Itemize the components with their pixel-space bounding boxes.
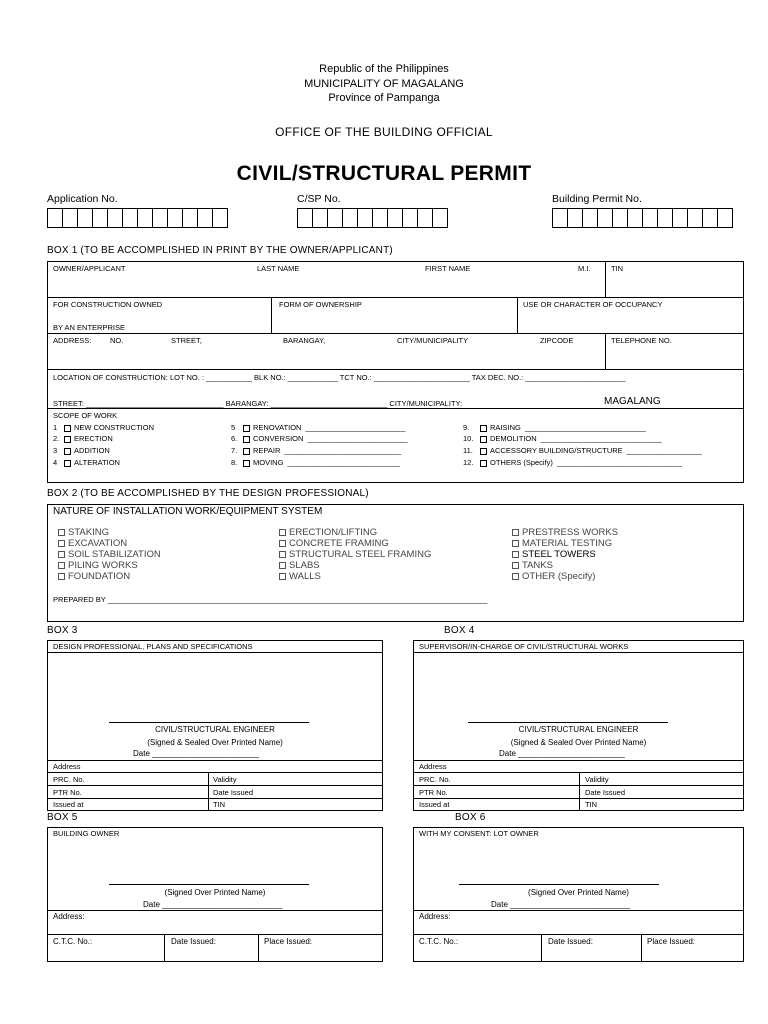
construction-owned-label: FOR CONSTRUCTION OWNED — [53, 300, 163, 309]
scope-label: RENOVATION — [253, 423, 302, 432]
scope-number: 8. — [231, 458, 238, 467]
installation-option[interactable] — [279, 560, 320, 571]
scope-number: 6. — [231, 434, 238, 443]
scope-number: 5 — [231, 423, 236, 432]
scope-label: RAISING — [490, 423, 521, 432]
installation-option-label: MATERIAL TESTING — [522, 538, 613, 549]
scope-number: 9. — [463, 423, 470, 432]
checkbox-icon[interactable] — [512, 529, 519, 536]
checkbox-icon[interactable] — [512, 573, 519, 580]
office-title: OFFICE OF THE BUILDING OFFICIAL — [275, 125, 493, 139]
scope-number: 10. — [463, 434, 474, 443]
form-ownership-label: FORM OF OWNERSHIP — [279, 300, 362, 309]
city-value: MAGALANG — [604, 396, 661, 407]
installation-option[interactable] — [58, 549, 161, 560]
box4-validity: Validity — [585, 775, 609, 784]
scope-fill-line: ________________________ — [307, 434, 408, 443]
checkbox-icon[interactable] — [279, 562, 286, 569]
checkbox-icon[interactable] — [64, 425, 71, 432]
box3-date-issued: Date Issued — [213, 788, 254, 797]
checkbox-icon[interactable] — [512, 540, 519, 547]
box4-tin: TIN — [585, 800, 598, 809]
checkbox-icon[interactable] — [58, 529, 65, 536]
last-name-label: LAST NAME — [257, 264, 300, 273]
scope-label: OTHERS (Specify) — [490, 458, 553, 467]
installation-option-label: SOIL STABILIZATION — [68, 549, 161, 560]
box3-header: DESIGN PROFESSIONAL, PLANS AND SPECIFICATIONS — [53, 642, 253, 651]
checkbox-icon[interactable] — [64, 448, 71, 455]
checkbox-icon[interactable] — [58, 551, 65, 558]
scope-item[interactable] — [64, 458, 124, 467]
installation-option[interactable] — [279, 571, 321, 582]
installation-option[interactable] — [58, 571, 130, 582]
scope-label: ALTERATION — [74, 458, 120, 467]
box5-place-issued: Place Issued: — [264, 937, 313, 946]
scope-title: SCOPE OF WORK — [53, 411, 118, 420]
scope-item[interactable] — [64, 446, 114, 455]
scope-label: ADDITION — [74, 446, 110, 455]
checkbox-icon[interactable] — [58, 540, 65, 547]
checkbox-icon[interactable] — [243, 436, 250, 443]
scope-fill-line: _____________________________ — [524, 423, 646, 432]
scope-label: ACCESSORY BUILDING/STRUCTURE — [490, 446, 623, 455]
box5-header: BUILDING OWNER — [53, 829, 120, 838]
scope-item[interactable] — [243, 434, 408, 443]
box5-address: Address: — [53, 912, 85, 921]
installation-option[interactable] — [58, 538, 127, 549]
scope-item[interactable] — [64, 423, 158, 432]
scope-label: DEMOLITION — [490, 434, 537, 443]
installation-option-label: ERECTION/LIFTING — [289, 527, 378, 538]
box4-date: Date ________________________ — [499, 749, 625, 758]
box5-date: Date ___________________________ — [143, 900, 283, 909]
scope-number: 3 — [53, 446, 58, 455]
scope-item[interactable] — [64, 434, 117, 443]
checkbox-icon[interactable] — [243, 448, 250, 455]
address-label: ADDRESS: — [53, 336, 92, 345]
box3-prc: PRC. No. — [53, 775, 85, 784]
installation-option[interactable] — [58, 527, 109, 538]
box6-place-issued: Place Issued: — [647, 937, 696, 946]
box6-date-issued: Date Issued: — [548, 937, 593, 946]
municipality-line: MUNICIPALITY OF MAGALANG — [304, 78, 464, 90]
box4-title: BOX 4 — [444, 625, 475, 636]
box6-address: Address: — [419, 912, 451, 921]
scope-fill-line: ________________________ — [305, 423, 406, 432]
box5-date-issued: Date Issued: — [171, 937, 216, 946]
box6-date: Date ___________________________ — [491, 900, 631, 909]
checkbox-icon[interactable] — [512, 551, 519, 558]
box6-title: BOX 6 — [455, 812, 486, 823]
scope-number: 7. — [231, 446, 238, 455]
location-line: LOCATION OF CONSTRUCTION: LOT NO. : ___________ BLK NO.: ____________ TCT NO.: _______________________ TAX DEC. NO.: ________________________ — [53, 373, 626, 382]
scope-label: ERECTION — [74, 434, 113, 443]
scope-fill-line: __________________ — [626, 446, 702, 455]
mi-label: M.I. — [578, 264, 591, 273]
building-permit-no-label: Building Permit No. — [552, 193, 642, 205]
province-line: Province of Pampanga — [328, 92, 440, 104]
scope-fill-line: ____________________________ — [284, 446, 402, 455]
telephone-label: TELEPHONE NO. — [611, 336, 672, 345]
installation-option-label: WALLS — [289, 571, 321, 582]
box4-signed: (Signed & Sealed Over Printed Name) — [510, 738, 647, 747]
installation-option[interactable] — [58, 560, 138, 571]
installation-option-label: STRUCTURAL STEEL FRAMING — [289, 549, 432, 560]
checkbox-icon[interactable] — [279, 529, 286, 536]
checkbox-icon[interactable] — [480, 436, 487, 443]
box4-header: SUPERVISOR/IN-CHARGE OF CIVIL/STRUCTURAL WORKS — [419, 642, 629, 651]
box3-address: Address — [53, 762, 81, 771]
installation-option-label: STAKING — [68, 527, 109, 538]
scope-number: 12. — [463, 458, 474, 467]
installation-option-label: EXCAVATION — [68, 538, 128, 549]
scope-label: MOVING — [253, 458, 284, 467]
installation-option-label: PILING WORKS — [68, 560, 138, 571]
installation-option[interactable] — [512, 560, 553, 571]
box5-title: BOX 5 — [47, 812, 78, 823]
republic-line: Republic of the Philippines — [319, 63, 449, 75]
box3-issued-at: Issued at — [53, 800, 84, 809]
box6-ctc: C.T.C. No.: — [419, 937, 459, 946]
box3-ptr: PTR No. — [53, 788, 82, 797]
scope-item[interactable] — [480, 423, 646, 432]
scope-label: NEW CONSTRUCTION — [74, 423, 154, 432]
checkbox-icon[interactable] — [243, 460, 250, 467]
installation-option-label: SLABS — [289, 560, 320, 571]
installation-option-label: FOUNDATION — [68, 571, 131, 582]
box5-signed: (Signed Over Printed Name) — [164, 888, 266, 897]
scope-fill-line: _____________________________ — [540, 434, 662, 443]
box4-address: Address — [419, 762, 447, 771]
installation-option[interactable] — [512, 571, 595, 582]
checkbox-icon[interactable] — [480, 425, 487, 432]
scope-item[interactable] — [243, 458, 400, 467]
street-label: STREET, — [171, 336, 202, 345]
box6-header: WITH MY CONSENT: LOT OWNER — [419, 829, 539, 838]
box3-date: Date ________________________ — [133, 749, 259, 758]
box3-validity: Validity — [213, 775, 237, 784]
installation-option-label: OTHER (Specify) — [522, 571, 596, 582]
installation-option[interactable] — [512, 527, 618, 538]
installation-option[interactable] — [279, 549, 431, 560]
csp-no-field[interactable] — [297, 208, 448, 228]
installation-option[interactable] — [279, 527, 377, 538]
prepared-by-line: PREPARED BY ___________________________________________________________________________________________ — [53, 595, 488, 604]
installation-option-label: STEEL TOWERS — [522, 549, 596, 560]
checkbox-icon[interactable] — [64, 436, 71, 443]
checkbox-icon[interactable] — [64, 460, 71, 467]
box4-issued-at: Issued at — [419, 800, 450, 809]
box2-frame — [47, 504, 744, 622]
checkbox-icon[interactable] — [243, 425, 250, 432]
application-no-label: Application No. — [47, 193, 118, 205]
scope-label: REPAIR — [253, 446, 281, 455]
scope-item[interactable] — [480, 434, 662, 443]
box4-engineer: CIVIL/STRUCTURAL ENGINEER — [518, 725, 639, 734]
csp-no-label: C/SP No. — [297, 193, 341, 205]
checkbox-icon[interactable] — [58, 573, 65, 580]
zipcode-label: ZIPCODE — [540, 336, 574, 345]
tin-label: TIN — [611, 264, 624, 273]
checkbox-icon[interactable] — [480, 460, 487, 467]
barangay-label: BARANGAY, — [283, 336, 326, 345]
installation-option-label: TANKS — [522, 560, 553, 571]
scope-item[interactable] — [243, 423, 406, 432]
checkbox-icon[interactable] — [279, 573, 286, 580]
box3-title: BOX 3 — [47, 625, 78, 636]
first-name-label: FIRST NAME — [425, 264, 471, 273]
box6-signed: (Signed Over Printed Name) — [528, 888, 629, 897]
installation-option-label: CONCRETE FRAMING — [289, 538, 389, 549]
scope-number: 1 — [53, 423, 58, 432]
box4-prc: PRC. No. — [419, 775, 451, 784]
scope-number: 11. — [463, 446, 473, 455]
box3-tin: TIN — [213, 800, 226, 809]
scope-fill-line: ___________________________ — [287, 458, 401, 467]
scope-number: 2. — [53, 434, 60, 443]
checkbox-icon[interactable] — [279, 551, 286, 558]
application-no-field[interactable] — [47, 208, 228, 228]
use-occupancy-label: USE OR CHARACTER OF OCCUPANCY — [523, 300, 663, 309]
scope-item[interactable] — [480, 458, 682, 467]
checkbox-icon[interactable] — [58, 562, 65, 569]
box1-title: BOX 1 (TO BE ACCOMPLISHED IN PRINT BY THE OWNER/APPLICANT) — [47, 245, 393, 256]
installation-option[interactable] — [512, 538, 612, 549]
scope-item[interactable] — [243, 446, 401, 455]
box4-ptr: PTR No. — [419, 788, 448, 797]
box3-signed: (Signed & Sealed Over Printed Name) — [147, 738, 283, 747]
nature-title: NATURE OF INSTALLATION WORK/EQUIPMENT SYSTEM — [53, 506, 323, 517]
box4-date-issued: Date Issued — [585, 788, 626, 797]
installation-option[interactable] — [279, 538, 389, 549]
checkbox-icon[interactable] — [512, 562, 519, 569]
box3-engineer: CIVIL/STRUCTURAL ENGINEER — [155, 725, 275, 734]
scope-fill-line: ______________________________ — [556, 458, 683, 467]
city-label: CITY/MUNICIPALITY — [397, 336, 469, 345]
installation-option-label: PRESTRESS WORKS — [522, 527, 619, 538]
scope-number: 4 — [53, 458, 58, 467]
building-permit-no-field[interactable] — [552, 208, 733, 228]
address-no-label: NO. — [110, 336, 124, 345]
street-line: STREET: _________________________________ BARANGAY: ____________________________ CITY/MUNICIPALITY: — [53, 399, 463, 408]
box2-title: BOX 2 (TO BE ACCOMPLISHED BY THE DESIGN PROFESSIONAL) — [47, 488, 369, 499]
page-title: CIVIL/STRUCTURAL PERMIT — [236, 162, 532, 185]
by-enterprise-label: BY AN ENTERPRISE — [53, 323, 125, 332]
box5-ctc: C.T.C. No.: — [53, 937, 93, 946]
scope-label: CONVERSION — [253, 434, 304, 443]
scope-item[interactable] — [480, 446, 702, 455]
owner-label: OWNER/APPLICANT — [53, 264, 126, 273]
installation-option[interactable] — [512, 549, 596, 560]
checkbox-icon[interactable] — [480, 448, 487, 455]
checkbox-icon[interactable] — [279, 540, 286, 547]
